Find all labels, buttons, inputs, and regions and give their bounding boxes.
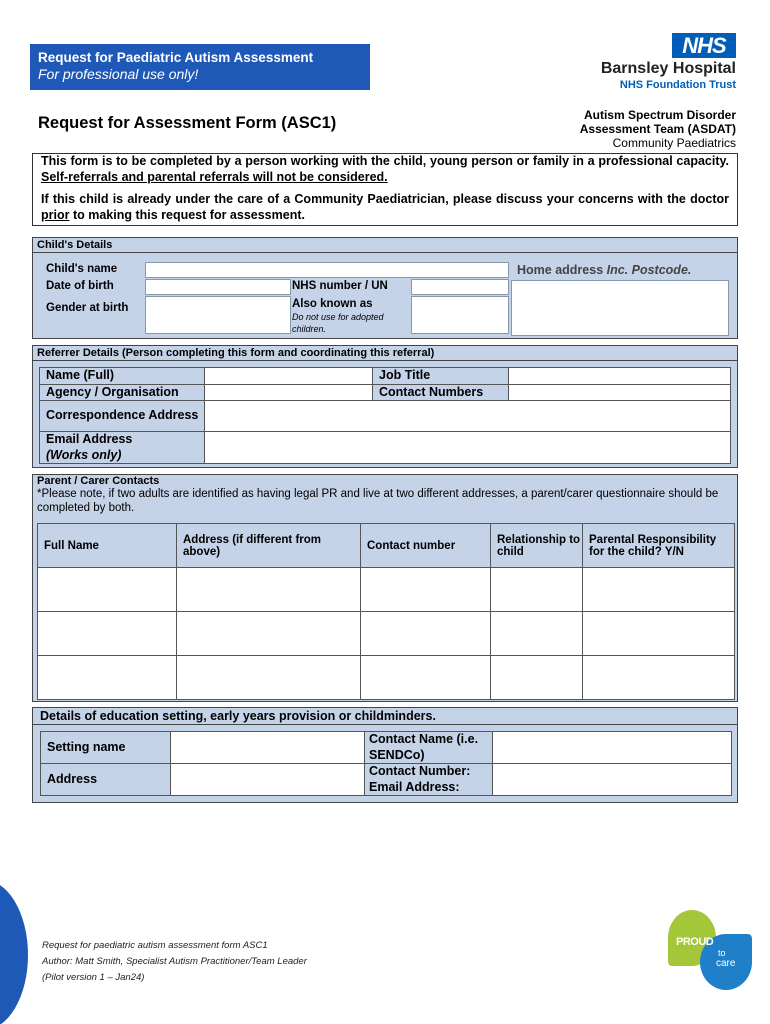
badge-care: care: [716, 958, 736, 969]
parent-1-relationship-field[interactable]: [491, 568, 583, 612]
parent-2-contact-field[interactable]: [361, 612, 491, 656]
agency-field[interactable]: [205, 384, 373, 401]
edu-email-label: Email Address:: [369, 779, 460, 794]
email-label-note: (Works only): [46, 447, 122, 462]
setting-name-label: Setting name: [47, 739, 126, 754]
intro-notice: [32, 153, 738, 226]
parent-3-address-field[interactable]: [177, 656, 361, 700]
correspondence-label-cell: [40, 401, 205, 432]
contact-name-field[interactable]: [493, 732, 732, 764]
edu-address-label-cell: [41, 764, 171, 796]
home-address-label: [517, 263, 691, 277]
col-parental-responsibility: Parental Responsibility for the child? Y/N: [583, 524, 735, 568]
parent-carer-heading: Parent / Carer Contacts: [37, 475, 160, 487]
intro-paragraph-1: [41, 154, 729, 185]
parent-1-contact-field[interactable]: [361, 568, 491, 612]
agency-label: Agency / Organisation: [46, 384, 179, 399]
parent-3-relationship-field[interactable]: [491, 656, 583, 700]
contact-name-label: Contact Name (i.e. SENDCo): [369, 732, 479, 762]
edu-address-label: Address: [47, 771, 98, 786]
col-relationship: Relationship to child: [491, 524, 583, 568]
hospital-name: Barnsley Hospital: [600, 60, 736, 77]
child-details-section: [32, 237, 738, 339]
dob-label: Date of birth: [46, 280, 114, 292]
intro-prior: prior: [41, 207, 70, 222]
intro-text-3: to making this request for assessment.: [69, 207, 305, 222]
correspondence-address-label: Correspondence Address: [46, 408, 199, 423]
intro-text-2: If this child is already under the care of a Community Paediatrician, please discuss your concerns with the doctor: [41, 192, 729, 206]
education-table: [40, 731, 732, 796]
intro-text-1: This form is to be completed by a person working with the child, young person or family in a professional capacity.: [41, 154, 729, 168]
banner-title: Request for Paediatric Autism Assessment: [38, 50, 314, 65]
child-details-heading: Child's Details: [33, 238, 737, 253]
parent-1-address-field[interactable]: [177, 568, 361, 612]
setting-name-label-cell: [41, 732, 171, 764]
nhs-number-label: NHS number / UN: [292, 280, 388, 292]
intro-paragraph-2: [41, 192, 729, 223]
parent-3-pr-field[interactable]: [583, 656, 735, 700]
education-heading: Details of education setting, early years provision or childminders.: [33, 708, 737, 725]
gender-field[interactable]: [145, 296, 291, 334]
trust-name: NHS Foundation Trust: [619, 79, 736, 91]
header-banner: [30, 44, 370, 90]
contact-numbers-label-cell: [373, 384, 509, 401]
email-label-text: Email Address: [46, 432, 133, 446]
parent-carer-note: *Please note, if two adults are identified as having legal PR and live at two different addresses, a parent/carer questionnaire should be completed by both.: [37, 488, 719, 514]
parent-3-name-field[interactable]: [38, 656, 177, 700]
contact-details-label-cell: [365, 764, 493, 796]
home-address-label-text: Home address: [517, 263, 607, 277]
setting-name-field[interactable]: [171, 732, 365, 764]
parent-carer-section: [32, 474, 738, 702]
aka-field[interactable]: [411, 296, 509, 334]
team-line-1: Autism Spectrum Disorder: [583, 108, 736, 122]
referrer-table: [39, 367, 731, 464]
footer-line-2: Author: Matt Smith, Specialist Autism Practitioner/Team Leader: [42, 956, 307, 967]
contact-number-label: Contact Number:: [369, 764, 471, 778]
referrer-name-field[interactable]: [205, 368, 373, 385]
table-row: [38, 612, 735, 656]
team-line-2: Assessment Team (ASDAT): [579, 122, 736, 136]
table-row: [38, 568, 735, 612]
col-address: Address (if different from above): [177, 524, 361, 568]
parent-carer-table: [37, 523, 735, 700]
email-label-cell: [40, 432, 205, 464]
aka-note: Do not use for adopted children.: [292, 312, 384, 334]
team-line-3: Community Paediatrics: [612, 136, 736, 150]
parent-table-header: [38, 524, 735, 568]
nhs-logo: NHS: [672, 33, 736, 58]
contact-details-field[interactable]: [493, 764, 732, 796]
badge-to: to: [718, 948, 726, 958]
child-name-field[interactable]: [145, 262, 509, 278]
correspondence-address-field[interactable]: [205, 401, 731, 432]
dob-field[interactable]: [145, 279, 291, 295]
intro-warning: Self-referrals and parental referrals will not be considered.: [41, 169, 388, 184]
decorative-arc: [0, 880, 28, 1024]
contact-numbers-field[interactable]: [509, 384, 731, 401]
home-address-field[interactable]: [511, 280, 729, 336]
child-name-label: Child's name: [46, 263, 118, 275]
parent-2-pr-field[interactable]: [583, 612, 735, 656]
job-title-label: Job Title: [379, 368, 431, 382]
col-contact-number: Contact number: [361, 524, 491, 568]
home-address-label-note: Inc. Postcode.: [606, 263, 692, 277]
education-section: [32, 707, 738, 803]
contact-numbers-label: Contact Numbers: [379, 384, 484, 399]
email-label: [40, 432, 204, 463]
referrer-name-label-cell: [40, 368, 205, 385]
referrer-name-label: Name (Full): [46, 368, 115, 382]
page-title: Request for Assessment Form (ASC1): [38, 114, 337, 132]
aka-label: Also known as: [292, 298, 373, 310]
job-title-field[interactable]: [509, 368, 731, 385]
contact-name-label-cell: [365, 732, 493, 764]
agency-label-cell: [40, 384, 205, 401]
table-row: [38, 656, 735, 700]
parent-1-name-field[interactable]: [38, 568, 177, 612]
referrer-heading: Referrer Details (Person completing this form and coordinating this referral): [33, 346, 737, 361]
parent-1-pr-field[interactable]: [583, 568, 735, 612]
job-title-label-cell: [373, 368, 509, 385]
badge-proud: PROUD: [676, 936, 714, 948]
parent-3-contact-field[interactable]: [361, 656, 491, 700]
footer-line-3: (Pilot version 1 – Jan24): [42, 972, 145, 983]
col-full-name: Full Name: [38, 524, 177, 568]
gender-label: Gender at birth: [46, 302, 129, 314]
banner-subtitle: For professional use only!: [38, 66, 199, 82]
referrer-section: [32, 345, 738, 468]
parent-2-name-field[interactable]: [38, 612, 177, 656]
email-field[interactable]: [205, 432, 731, 464]
parent-2-address-field[interactable]: [177, 612, 361, 656]
edu-address-field[interactable]: [171, 764, 365, 796]
nhs-number-field[interactable]: [411, 279, 509, 295]
parent-2-relationship-field[interactable]: [491, 612, 583, 656]
footer-line-1: Request for paediatric autism assessment form ASC1: [42, 940, 268, 951]
